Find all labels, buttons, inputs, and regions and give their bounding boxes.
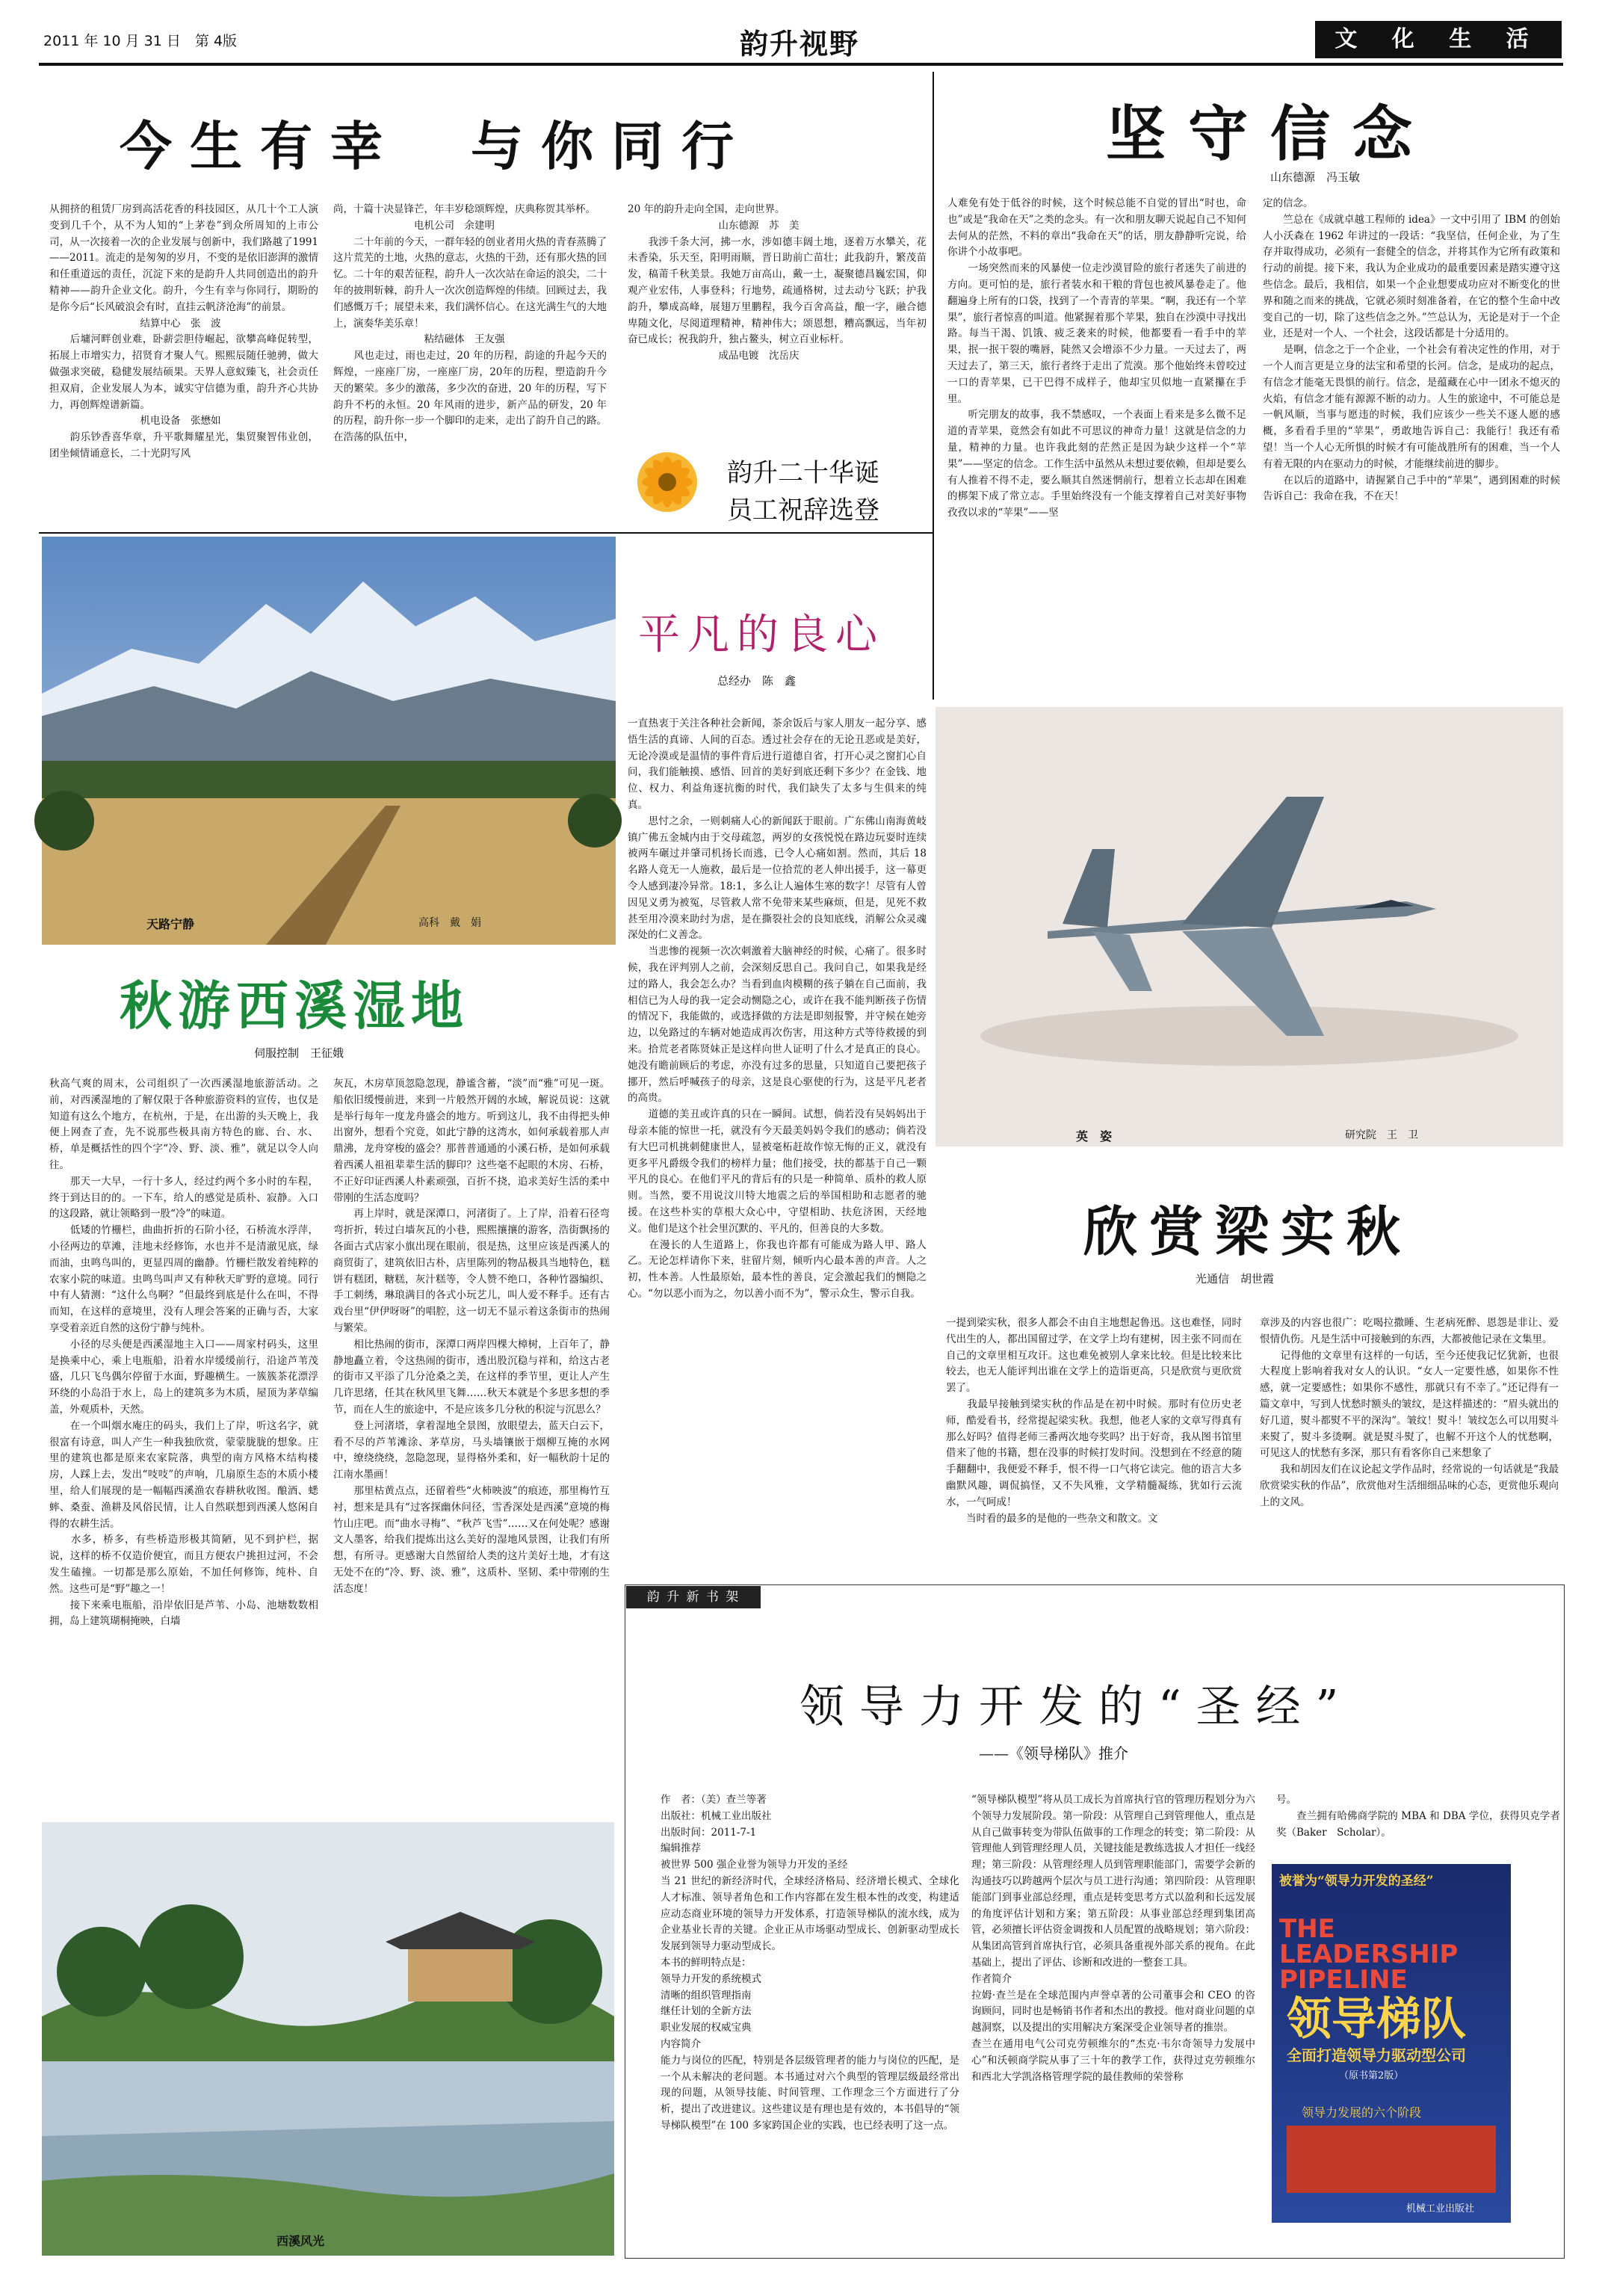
- cover-banner: 被誉为“领导力开发的圣经”: [1279, 1874, 1434, 1889]
- article2-col1: 人难免有处于低谷的时候，这个时候总能不自觉的冒出“时也，命也”或是“我命在天”之类的念头。有一次和朋友聊天说起自己不知何去何从的茫然，不料的章出“我命在天”的话，朋友静静听完说，给你讲个小故事吧。 一场突然而来的风暴使一位走沙漠冒险的旅行者迷失了前进的方向。更可怕的是，旅行者装水和干粮的背包也被风暴卷走了。他翻遍身上所有的口袋，找到了一个青青的苹果。“啊，我还有一个苹果”，旅行者惊喜的叫道。他紧握着那个苹果，独自在沙漠中寻找出路。每当干渴、饥饿、疲乏袭来的时候，他都要看一看手中的苹果，抿一抿干裂的嘴唇，陡然又会增添不少力量。一天过去了，两天过去了，第三天，旅行者终于走出了荒漠。那个他始终未曾咬过一口的青苹果，已干巴得不成样子，他却宝贝似地一直紧攥在手里。 听完朋友的故事，我不禁感叹，一个表面上看来是多么微不足道的青苹果，竟然会有如此不可思议的神奇力量！这就是信念的力量，精神的力量。也许我此刻的茫然正是因为缺少这样一个“苹果”——坚定的信念。工作生活中虽然从未想过要依赖，但却是要么有人推着不得不走，要么顺其自然迷惘前行，想着立长志却在困难的梆架下成了常立志。手里始终没有一个能支撑着自己对美好事物孜孜以求的“苹果”——坚: [947, 197, 1246, 519]
- article1-col2: 尚，十篇十决显锋芒，年丰岁稔颂辉煌，庆典称贺其举杯。 电机公司 余建明 二十年前的今天，一群年轻的创业者用火热的青春蒸腾了这片荒芜的土地，火热的意志，火热的干劲，还有那火热的回忆。二十年的艰苦征程，韵升人一次次站在命运的浪尖，二十年的披荆斩棘，韵升人一次次创造辉煌的伟绩。回顾过去，我们感慨万千；展望未来，我们满怀信心。在这光满生气的大地上，演奏华美乐章！ 粘结磁体 王友强 风也走过，雨也走过，20 年的历程，韵途的升起今天的辉煌，一座座厂房，一座座厂房，20年的历程，塑造韵升今天的繁荣。多少的激荡，多少次的奋进，20 年的历程，写下韵升不朽的永恒。20 年风雨的进步，新产品的研发，20 年的历程，韵升你一步一个脚印的走来，走出了韵升自己的路。在浩荡的队伍中，: [333, 203, 607, 444]
- photo2-caption: 英 姿: [1076, 1129, 1113, 1144]
- cover-bottom: 领导力发展的六个阶段: [1302, 2105, 1422, 2120]
- v-rule-center: [933, 72, 934, 700]
- books-col2: “领导梯队模型”将从员工成长为首席执行官的管理历程划分为六个领导力发展阶段。第一阶段：从管理自己到管理他人，重点是从自己做事转变为带队伍做事的工作理念的转变；第二阶段：从管理他人到管理经理人员，关键技能是教练选拔人才担任一线经理；第三阶段：从管理经理人员到管理职能部门，需要学会新的沟通技巧以跨越两个层次与员工进行沟通；第四阶段：从管理职能部门到事业部总经理，重点是转变思考方式以盈利和长远发展的角度评估计划和方案；第五阶段：从事业部总经理到集团高管，必须擅长评估资金调拨和人员配置的战略规划；第六阶段：从集团高管到首席执行官，必须具备重视外部关系的视角。在此基础上，提出了评估、诊断和改进的一整套工具。 作者简介 拉姆·查兰是在全球范围内声誉卓著的公司董事会和 CEO 的咨询顾问，同时也是畅销书作者和杰出的教授。他对商业问题的卓越洞察，以及提出的实用解决方案深受企业领导者的推崇。 查兰在通用电气公司克劳顿维尔的“杰克·韦尔奇领导力发展中心”和沃顿商学院从事了三十年的教学工作，获得过克劳顿维尔和西北大学凯洛格管理学院的最佳教师的荣誉称: [971, 1794, 1255, 2083]
- article5-col2: 章涉及的内容也很广：吃喝拉撒睡、生老病死醉、恩怨是非让、爱恨情仇伤。凡是生活中可接触到的东西，大都被他记录在文集里。 记得他的文章里有这样的一句话，至今还使我记忆犹新，也很大程度上影响着我对女人的认识。“女人一定要性感，如果你不性感，就一定要感性；如果你不感性，那就只有不幸了。”还记得有一篇文章中，写到人忧愁时额头的皱纹，是这样描述的：“眉头就出的好几道，熨斗都熨不平的深沟”。皱纹！熨斗！皱纹怎么可以用熨斗来熨了，熨斗多烫啊。就是熨斗熨了，也解不开这个人的忧愁啊，可见这人的忧愁有多深，那只有看客你自己来想象了 我和胡因友们在议论起文学作品时，经常说的一句话就是“我最欣赏梁实秋的作品”，欣赏他对生活细细品味的心态，更赏他乐观向上的文风。: [1260, 1317, 1559, 1508]
- article1-title: 今生有幸 与你同行: [120, 116, 752, 177]
- books-title: 领导力开发的“圣经”: [800, 1681, 1354, 1733]
- article4-title: 秋游西溪湿地: [120, 975, 469, 1037]
- cover-subtitle: 全面打造领导力驱动型公司: [1287, 2046, 1466, 2064]
- article5-col1: 一提到梁实秋，很多人都会不由自主地想起鲁迅。这也难怪，同时代出生的人，都出国留过学，在文学上均有建树，因主张不同而在自己的文章里相互攻讦。这也难免被别人拿来比较。但是比较来比较去，也无人能评判出谁在文学上的造诣更高，只是欣赏与更欣赏罢了。 我最早接触到梁实秋的作品是在初中时候。那时有位历史老师，酷爱看书，经常提起梁实秋。我想，他老人家的文章写得真有那么好吗？值得老师三番两次地夸奖吗？出于好奇，我从图书馆里借来了他的书籍，想在没事的时候打发时间。没想到在不经意的随手翻翻中，我便爱不释手，恨不得一口气将它读完。他的语言大多幽默风趣，调侃搞怪，又不失风雅，文学精髓凝练，犹如行云流水，一气呵成！ 当时看的最多的是他的一些杂文和散文。文: [946, 1317, 1242, 1525]
- cover-en-title: THE LEADERSHIP PIPELINE: [1279, 1914, 1459, 1995]
- book-cover: [1272, 1864, 1511, 2223]
- photo3-caption: 西溪风光: [276, 2234, 325, 2248]
- article2-col2: 定的信念。 竺总在《成就卓越工程师的 idea》一文中引用了 IBM 的创始人小沃森在 1962 年讲过的一段话：“我坚信，任何企业，为了生存并取得成功，必须有一套健全的信念，并将其作为它所有政策和行动的前提。接下来，我认为企业成功的最重要因素是踏实遵守这些信念。最后，我相信，如果一个企业想要成功应对不断变化的世界和随之而来的挑战，它就必须时刻准备着，在它的整个生命中改变自己的一切，除了这些信念之外。”竺总认为，无论是对于一个企业，还是对一个人、一个社会，这段话都是十分适用的。 是啊，信念之于一个企业，一个社会有着决定性的作用，对于一个人而言更是立身的法宝和希望的长河。信念，是成功的起点，有信念才能毫无畏惧的前行。信念，是蕴藏在心中一团永不熄灭的火焰，有信念才能有源源不断的动力。人生的旅途中，不可能总是一帆风顺，当事与愿违的时候，我们应该少一些关不逐人愿的感概，多看看手里的“苹果”，勇敢地告诉自己：我能行！我还有希望！当一个人心无所惧的时候才有可能战胜所有的困难，当一个人有着无限的内在驱动力的时候，才能继续前进的脚步。 在以后的道路中，请握紧自己手中的“苹果”，遇到困难的时候告诉自己：我命在我，不在天！: [1263, 197, 1560, 503]
- photo-xixi-scenery: [42, 1822, 614, 2256]
- books-col1: 作 者：（美）查兰等著 出版社：机械工业出版社 出版时间：2011-7-1 编辑推荐 被世界 500 强企业誉为领导力开发的圣经 当 21 世纪的新经济时代，全球经济格局、经济增长模式、全球化人才标准、领导者角色和工作内容都在发生根本性的改变，构建适应动态商业环境的领导力开发体系，打造领导梯队的流水线，成为企业基业长青的关键。企业正从市场驱动型成长、创新驱动型成长发展到领导力驱动型成长。 本书的鲜明特点是： 领导力开发的系统模式 清晰的组织管理指南 继任计划的全新方法 职业发展的权威宝典 内容简介 能力与岗位的匹配，特别是各层级管理者的能力与岗位的匹配，是一个从未解决的老问题。本书通过对六个典型的管理层级最经常出现的问题，从领导技能、时间管理、工作理念三个方面进行了分析，提出了改进建议。这些建议是有理也是有效的，本书倡导的“领导梯队模型”在 100 多家跨国企业的实践，也已经表明了这一点。: [661, 1794, 959, 2132]
- photo1-credit: 高科 戴 娟: [418, 917, 481, 929]
- article1-col1: 从拥挤的租赁厂房到高活花香的科技园区，从几十个工人演变到几千个，从不为人知的“上茅卷”到众所周知的上市公司，从一次接着一次的企业发展与创新中，我们路越了1991——2011。流走的是匆匆的岁月，不变的是依旧澎湃的激情和任重道远的责任，沉淀下来的是韵升人共同创造出的韵升精神——韵升企业文化。韵升，今生有幸与你同行，期盼的是你今后“长风破浪会有时，直挂云帆济沧海”的前景。 结算中心 张 波 后墉河畔创业难，卧薪尝胆侍崛起，欲攀高峰促转型，拓展上市增实力，招贤育才聚人气。熙熙辰随任驰骋，做大做强求突破，稳健发展结硕果。天界人意蚁臻飞，社会贡任担双肩，企业发展人为本，诚实守信德为重，韵升齐心共协力，再创辉煌谱新篇。 机电设备 张懋如 韵乐钞香喜华章，升平歌舞耀星光，集贸聚智伟业创，团坐倾情诵意长，二十光阴写风: [49, 203, 318, 460]
- article2-byline: 山东德源 冯玉敏: [1270, 170, 1361, 184]
- article3-title: 平凡的良心: [638, 611, 885, 659]
- photo-jet-model: [935, 707, 1563, 1147]
- article5-title: 欣赏梁实秋: [1083, 1200, 1413, 1263]
- books-section-label: 韵 升 新 书 架: [626, 1586, 761, 1608]
- article4-byline: 伺服控制 王征娥: [254, 1046, 344, 1060]
- banner-text: 韵升二十华诞 员工祝辞选登: [727, 458, 879, 525]
- masthead: 韵升视野: [740, 27, 860, 61]
- section-label: 文 化 生 活: [1315, 21, 1562, 58]
- anniversary-banner: [626, 441, 930, 531]
- article4-col1: 秋高气爽的周末，公司组织了一次西溪湿地旅游活动。之前，对西溪湿地的了解仅限于各种旅游资料的宣传，也仅是知道有这么个地方，在杭州，于是，在出游的头天晚上，我便上网查了查，先不说那些极具南方特色的廊、台、水、桥，单是概括性的四个字“冷、野、淡、雅”，就足以令人向往。 那天一大早，一行十多人，经过约两个多小时的车程，终于到达目的的。一下车，给人的感觉是质朴、寂静。入口的这段路，就让领略到一股“冷”的味道。 低矮的竹栅栏，曲曲折折的石阶小径，石桥流水浮萍，小径两边的草滩，洼地未经修饰，水也并不是清澈见底，绿而油，虫鸣鸟叫的，更显四周的幽静。竹栅栏散发着纯粹的农家小院的味道。虫鸣鸟叫声又有种秋天旷野的意境。同行中有人猜测：“这什么鸟啊？”但最终到底是什么在叫，不得而知，在这样的意境里，没有人理会答案的正确与否，大家享受着亲近自然的这份宁静与纯朴。 小径的尽头便是西溪湿地主入口——周家村码头，这里是换乘中心，乘上电瓶船，沿着水岸缓缓前行，沿途芦苇茂盛，几只飞鸟偶尔停留于水面，野趣横生。一簇簇茶花漂浮环绕的小岛沿于水上，岛上的建筑多为木质，屋顶为茅草编盖，外观质朴，天然。 在一个叫烟水庵庄的码头，我们上了岸，听这名字，就很富有诗意，叫人产生一种我独欣赏，蒙蒙胧胧的想象。庄里的建筑也都是原来农家院落，典型的南方风格木结构楼房，人踩上去，发出“吱吱”的声响，几扇原生态的木质小楼里，给人们展现的是一幅幅西溪渔农春耕秋收图。酿酒、蟋蟀、桑蚕、渔耕及风俗民情，让人自然联想到西溪人悠闲自得的农耕生活。 水多，桥多，有些桥造形极其简陋，见不到护栏，据说，这样的桥不仅造价便宜，而且方便农户挑担过河，不会发生磕撞。一切都是那么原始，不加任何修饰，纯朴、自然。这些可是“野”趣之一！ 接下来乘电瓶船，沿岸依旧是芦苇、小岛、池塘数数相拥，岛上建筑瑚桐掩映，白墙: [49, 1078, 318, 1628]
- cover-stripe: [1287, 2126, 1496, 2193]
- books-subtitle: ——《领导梯队》推介: [979, 1744, 1128, 1762]
- cover-cn-title: 领导梯队: [1287, 1993, 1466, 2046]
- article2-title: 坚守信念: [1106, 99, 1435, 169]
- header-rule: [39, 63, 1563, 66]
- flower-icon: [634, 441, 701, 523]
- article3-col1: 一直热衷于关注各种社会新闻，茶余饭后与家人朋友一起分享、感悟生活的真谛、人间的百态。透过社会存在的无论丑恶或是美好，无论冷漠或是温情的事件背后进行道德自省，打开心灵之窗扪心自问，我们能触摸、感悟、回首的美好到底还剩下多少？在金钱、地位、权力、利益角逐抗衡的时代，我们缺失了太多与生俱来的纯真。 思忖之余，一则刺痛人心的新闻跃于眼前。广东佛山南海黄岐镇广佛五金城内由于交母疏忽，两岁的女孩悦悦在路边玩耍时连续被两车碾过并肇司机扬长而逃，已令人心痛如割。然而，其后 18 名路人竟无一人施救，最后是一位拾荒的老人伸出援手，这一幕更令人感到凄冷异常。18:1，多么让人遍体生寒的数字！尽管有人曾因见义勇为被冤，尽管救人常不免带来某些麻烦，但是，见死不救甚至用冷漠来助纣为虐，是在撕裂社会的良知底线，消解公众灵魂深处的仁义善念。 当悲惨的视频一次次刺激着大脑神经的时候，心痛了。很多时候，我在评判别人之前，会深刻反思自己。我问自己，如果我是经过的路人，我会怎么办？当看到血肉模糊的孩子躺在自己面前，我相信已为人母的我一定会动恻隐之心，或许在我不能判断孩子伤情的情况下，我能做的，或选择做的方法是即刻报警，并守候在她旁边，以免路过的车辆对她造成再次伤害，用这种方式等待救援的到来。拾荒老者陈贤妹正是这样向世人证明了什么才是真正的良心。她没有瞻前顾后的考虑，亦没有过多的思量，只知道自己要把孩子挪开，然后呼喊孩子的母亲，这是良心驱使的行为，这是平凡老者的高贵。 道德的美丑或许真的只在一瞬间。试想，倘若没有吴妈妈出于母亲本能的惊世一托，就没有今天最美妈妈令我们的感动；倘若没有大巴司机挑刺健康世人，显被毫柘赶故作惊无悔的正义，就没有更多平凡爵级令我们的榜样力量；他们接受，扶的都基于自己一颗平凡的良心。在他们平凡的背后有的只是一种简单、质朴的救人原则。当然，要不用说汶川特大地震之后的举国相助和志愿者的驰援。在这些朴实的草根大众心中，守望相助、扶危济困，天经地义。他们是这个社会里沉默的、平凡的，但善良的大多数。 在漫长的人生道路上，你我也许都有可能成为路人甲、路人乙。无论怎样请你下来，驻留片刻，倾听内心最本善的声音。人之初，性本善。人性最原始，最本性的善良，定会激起我们的恻隐之心。“勿以恶小而为之，勿以善小而不为”，警示众生，警示自我。: [628, 718, 927, 1300]
- cover-publisher: 机械工业出版社: [1406, 2203, 1475, 2215]
- article1-col3: 20 年的韵升走向全国，走向世界。 山东德源 苏 美 我涉千条大河，拂一水，涉如德丰阔土地，逐着万水攀关，花未香染，乐天至，阳明雨顺，晋日助前亡苗壮；此我韵升，繁茂苗发，稿莆千秋美景。我她万亩高山，戴一土，凝聚德昌巍宏国，仰观产业宏伟，人事登科；行地势，疏通格树，过去动兮飞跃；护我韵升，攀成高峰，展翅万里鹏程，我今百舍高益，酿一字，融合德卑随文化，尽阅道理精神，精神伟大；颂恩想，糟高飘远，当年初奋已成长；祝我韵升，独占鳌头，树立百业标杆。 成品电镀 沈岳庆: [628, 203, 927, 362]
- article1-bottom-rule: [39, 532, 933, 534]
- cover-edition: （原书第2版）: [1339, 2070, 1404, 2081]
- article5-byline: 光通信 胡世霞: [1196, 1272, 1275, 1286]
- books-col3: 号。 查兰拥有哈佛商学院的 MBA 和 DBA 学位，获得贝克学者奖（Baker Scholar）。: [1276, 1794, 1560, 1839]
- photo1-caption: 天路宁静: [146, 917, 195, 931]
- article3-byline: 总经办 陈 鑫: [717, 674, 797, 688]
- issue-date: 2011 年 10 月 31 日 第 4版: [43, 33, 238, 49]
- photo2-credit: 研究院 王 卫: [1345, 1129, 1418, 1141]
- article4-col2: 灰瓦，木房草顶忽隐忽现，静谧含蓄，“淡”而“雅”可见一斑。船依旧缓慢前进，来到一片般然开阔的水域，解说员说：这就是举行每年一度龙舟盛会的地方。听到这儿，我不由得把头伸出窗外，想看个究竟，如此宁静的这湾水，如何承载着那人声鼎沸，龙舟穿梭的盛会？那普普通通的小溪石桥，是如何承载着西溪人祖祖辈辈生活的脚印？这些毫不起眼的木房、石桥，不正好印证西溪人朴素顽强，百折不挠，追求美好生活的柔中带刚的生活态度吗？ 再上岸时，就是深潭口，河渚街了。上了岸，沿着石径弯弯折折，转过白墙灰瓦的小巷，熙熙攘攘的游客，浩街飘扬的各面古式店家小旗出现在眼前，很是热，这里应该是西溪人的商贸街了，建筑依旧古朴，店里陈列的物品极具当地特色，糕饼有糕团，糖糕，灰汁糕等，令人赞不绝口，各种竹器编织、手工刺绣，琳琅满目的各式小玩艺儿，叫人爱不释手。还有古戏台里“伊伊呀呀”的唱腔，这一切无不显示着这条街市的热闹与繁荣。 相比热闹的街市，深潭口两岸四棵大樟树，上百年了，静静地矗立着，令这热闹的街市，透出股沉稳与祥和，给这古老的街市又平添了几分沧桑之美，在这样的季节里，更让人产生几许思绪，任其在秋风里飞舞……秋天本就是个多思多想的季节，而在人生的旅途中，不是应该多几分秋的积淀与沉思么？ 登上河渚塔，拿着湿地全景图，放眼望去，蓝天白云下，看不尽的芦苇滩涂、茅草房，马头墙镶嵌于烟柳互掩的水网中，缭绕绕绕，忽隐忽现，显得格外柔和，好一幅秋韵十足的江南水墨画！ 那里枯黄点点，还留着些“火柿映波”的痕迹，那里梅竹互衬，想来是具有“过客探幽休问径，雪香深处是西溪”意境的梅竹山庄吧。而“曲水寻梅”、“秋芦飞雪”……又在何处呢？感谢文人墨客，给我们提炼出这么美好的湿地风景图，让我们有所想，有所寻。更感谢大自然留给人类的这片美好土地，才有这无处不在的“冷、野、淡、雅”，这质朴、坚韧、柔中带刚的生活态度！: [333, 1078, 610, 1595]
- photo-mountain-road: [42, 537, 616, 945]
